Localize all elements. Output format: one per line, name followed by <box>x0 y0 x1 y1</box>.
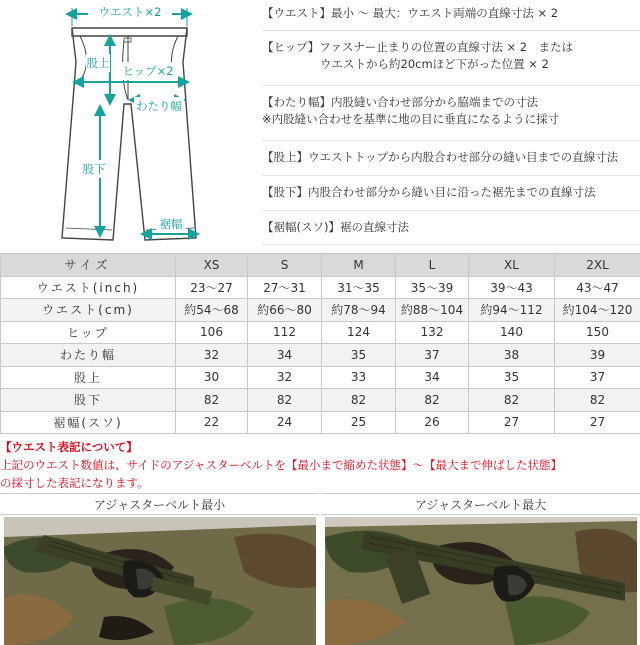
inseam-label: 股下 <box>82 162 106 176</box>
divider <box>262 140 640 141</box>
table-cell: 30 <box>176 366 248 389</box>
table-cell: 34 <box>248 344 322 367</box>
table-row <box>1 321 640 344</box>
row-label: ウエスト(cm) <box>1 299 176 322</box>
definition-inseam: 【股下】内股合わせ部分から縫い目に沿った裾先までの直線寸法 <box>262 185 596 199</box>
table-cell: 25 <box>322 411 396 434</box>
table-cell: 35 <box>469 366 555 389</box>
definition-thigh: 【わたり幅】内股縫い合わせ部分から脇端までの寸法 ※内股縫い合わせを基準に地の目に垂直になるように採寸 <box>262 95 560 126</box>
table-cell: 82 <box>555 389 640 412</box>
header-cell: 2XL <box>555 254 640 277</box>
definition-hip: 【ヒップ】ファスナー止まりの位置の直線寸法 × 2 または ウエストから約20cmほど下がった位置 × 2 <box>262 40 574 71</box>
table-row <box>1 411 640 434</box>
table-cell: 24 <box>248 411 322 434</box>
table-cell: 26 <box>396 411 469 434</box>
table-cell: 31〜35 <box>322 276 396 299</box>
table-cell: 約66〜80 <box>248 299 322 322</box>
camo-fabric-image <box>4 517 316 645</box>
row-label: わたり幅 <box>1 344 176 367</box>
table-cell: 約94〜112 <box>469 299 555 322</box>
table-header-row <box>1 254 640 277</box>
table-cell: 33 <box>322 366 396 389</box>
row-label: 股上 <box>1 366 176 389</box>
pants-outline <box>62 28 196 240</box>
table-cell: 82 <box>396 389 469 412</box>
waist-label: ウエスト×2 <box>98 5 162 19</box>
header-cell: XL <box>469 254 555 277</box>
table-cell: 約78〜94 <box>322 299 396 322</box>
table-cell: 約104〜120 <box>555 299 640 322</box>
table-cell: 37 <box>555 366 640 389</box>
table-cell: 27 <box>555 411 640 434</box>
rise-label: 股上 <box>86 56 110 70</box>
waist-note-line: の採寸した表記になります。 <box>0 476 149 490</box>
row-label: ヒップ <box>1 321 176 344</box>
photo-caption-min: アジャスターベルト最小 <box>0 493 319 515</box>
table-cell: 132 <box>396 321 469 344</box>
table-cell: 82 <box>322 389 396 412</box>
thigh-label: わたり幅 <box>136 99 182 113</box>
table-cell: 35〜39 <box>396 276 469 299</box>
header-cell: サイズ <box>1 254 176 277</box>
divider <box>262 30 640 31</box>
photo-caption-max: アジャスターベルト最大 <box>321 493 640 515</box>
waist-note <box>0 438 640 492</box>
table-cell: 39 <box>555 344 640 367</box>
table-cell: 約88〜104 <box>396 299 469 322</box>
divider <box>262 175 640 176</box>
table-cell: 82 <box>469 389 555 412</box>
table-cell: 43〜47 <box>555 276 640 299</box>
header-cell: L <box>396 254 469 277</box>
table-cell: 150 <box>555 321 640 344</box>
table-cell: 82 <box>248 389 322 412</box>
pants-measurement-diagram <box>0 0 255 252</box>
camo-fabric-image <box>325 517 637 645</box>
table-cell: 124 <box>322 321 396 344</box>
table-cell: 35 <box>322 344 396 367</box>
table-cell: 106 <box>176 321 248 344</box>
table-row <box>1 366 640 389</box>
waist-note-line: 上記のウエスト数値は、サイドのアジャスターベルトを【最小まで縮めた状態】〜【最大まで伸ばした状態】 <box>0 458 562 472</box>
table-cell: 39〜43 <box>469 276 555 299</box>
divider <box>262 244 640 245</box>
definition-hem: 【裾幅(スソ)】裾の直線寸法 <box>262 220 409 234</box>
divider <box>262 210 640 211</box>
row-label: 裾幅(スソ) <box>1 411 176 434</box>
table-cell: 27 <box>469 411 555 434</box>
waist-note-title: 【ウエスト表記について】 <box>0 440 138 454</box>
table-row <box>1 344 640 367</box>
adjuster-min-photo <box>4 517 316 645</box>
hem-label: 裾幅 <box>159 217 183 231</box>
table-cell: 約54〜68 <box>176 299 248 322</box>
header-cell: M <box>322 254 396 277</box>
table-row <box>1 389 640 412</box>
divider <box>262 85 640 86</box>
table-cell: 37 <box>396 344 469 367</box>
hip-label: ヒップ×2 <box>122 64 174 78</box>
header-cell: S <box>248 254 322 277</box>
adjuster-photos <box>0 493 640 645</box>
table-cell: 34 <box>396 366 469 389</box>
table-row <box>1 276 640 299</box>
table-cell: 32 <box>248 366 322 389</box>
table-cell: 82 <box>176 389 248 412</box>
header-cell: XS <box>176 254 248 277</box>
table-cell: 112 <box>248 321 322 344</box>
table-cell: 32 <box>176 344 248 367</box>
adjuster-max-photo <box>325 517 637 645</box>
row-label: ウエスト(inch) <box>1 276 176 299</box>
definition-waist: 【ウエスト】最小 〜 最大：ウエスト両端の直線寸法 × 2 <box>262 6 559 20</box>
definition-rise: 【股上】ウエストトップから内股合わせ部分の縫い目までの直線寸法 <box>262 150 619 164</box>
table-cell: 140 <box>469 321 555 344</box>
size-guide-top <box>0 0 640 252</box>
table-row <box>1 299 640 322</box>
row-label: 股下 <box>1 389 176 412</box>
table-cell: 22 <box>176 411 248 434</box>
table-cell: 27〜31 <box>248 276 322 299</box>
size-table <box>0 253 640 434</box>
table-cell: 23〜27 <box>176 276 248 299</box>
table-cell: 38 <box>469 344 555 367</box>
